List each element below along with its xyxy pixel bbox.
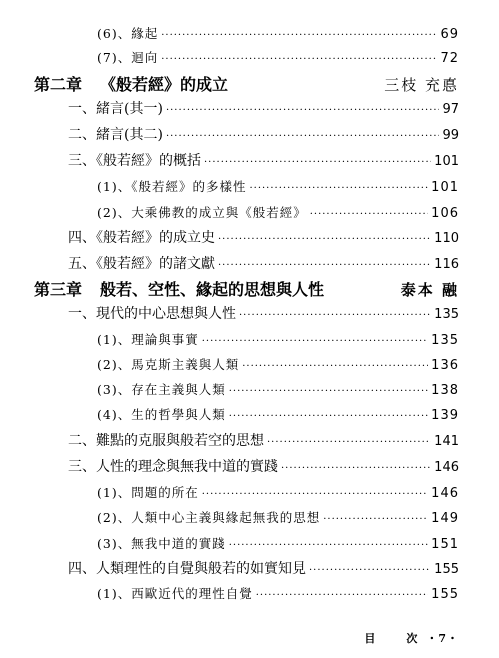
toc-entry-label: 五、《般若經》的諸文獻 xyxy=(68,256,215,272)
leader-dots xyxy=(166,101,440,121)
toc-line xyxy=(97,24,459,46)
page-number: 135 xyxy=(431,333,459,348)
toc-line xyxy=(68,431,459,453)
toc-entry-label: (3)、無我中道的實踐 xyxy=(97,536,226,551)
toc-line xyxy=(97,380,459,402)
page-number: 146 xyxy=(434,460,459,475)
leader-dots xyxy=(239,306,431,326)
toc-entry-label: 三、人性的理念與無我中道的實踐 xyxy=(68,459,278,475)
toc-entry-label: (1)、西歐近代的理性自覺 xyxy=(97,586,253,601)
page-number: 135 xyxy=(434,307,459,322)
toc-line xyxy=(97,177,459,199)
page-footer xyxy=(364,630,459,646)
leader-dots xyxy=(267,433,431,453)
leader-dots xyxy=(281,459,431,479)
toc-entry-label: 三、《般若經》的概括 xyxy=(68,153,201,169)
footer-section: 目 xyxy=(364,632,377,645)
chapter-number: 第三章 xyxy=(34,280,83,299)
page-number: 116 xyxy=(434,257,459,272)
leader-dots xyxy=(309,561,431,581)
toc-line xyxy=(97,534,459,556)
toc-entry-label: 二、緒言(其二) xyxy=(68,127,163,143)
chapter-author: 泰本 融 xyxy=(400,281,459,299)
toc-line xyxy=(97,405,459,427)
toc-line xyxy=(97,483,459,505)
toc-entry-label: (2)、人類中心主義與緣起無我的思想 xyxy=(97,510,321,525)
toc-entry-label: (3)、存在主義與人類 xyxy=(97,382,226,397)
leader-dots xyxy=(229,382,428,402)
leader-dots xyxy=(323,510,428,530)
page-number: 155 xyxy=(431,587,459,602)
leader-dots xyxy=(256,586,428,606)
page-number: 146 xyxy=(431,486,459,501)
page-number: 72 xyxy=(440,51,459,66)
page-number: 110 xyxy=(434,231,459,246)
footer-sub: 次 xyxy=(406,632,419,645)
toc-entry-label: (2)、大乘佛教的成立與《般若經》 xyxy=(97,205,307,220)
toc-line xyxy=(97,584,459,606)
toc-line xyxy=(97,203,459,225)
chapter-heading xyxy=(34,74,459,96)
toc-entry-label: (2)、馬克斯主義與人類 xyxy=(97,357,240,372)
toc-line xyxy=(68,304,459,326)
page-number: 141 xyxy=(434,434,459,449)
toc-entry-label: 一、緒言(其一) xyxy=(68,101,163,117)
toc-line xyxy=(68,151,459,173)
leader-dots xyxy=(218,230,431,250)
leader-dots xyxy=(310,205,428,225)
leader-dots xyxy=(202,485,428,505)
toc-line xyxy=(97,355,459,377)
page-number: 69 xyxy=(440,27,459,42)
page-number: 151 xyxy=(431,537,459,552)
leader-dots xyxy=(161,26,437,46)
toc-line xyxy=(97,48,459,70)
toc-line xyxy=(68,457,459,479)
page-number: 97 xyxy=(442,102,459,117)
toc-entry-label: (6)、緣起 xyxy=(97,26,159,41)
leader-dots xyxy=(229,536,428,556)
page-number: 136 xyxy=(431,358,459,373)
page-number: 106 xyxy=(431,206,459,221)
toc-line xyxy=(68,99,459,121)
page-number: 101 xyxy=(431,180,459,195)
footer-page-marker: ・7・ xyxy=(426,632,459,645)
chapter-title: 《般若經》的成立 xyxy=(100,75,229,94)
chapter-title: 般若、空性、緣起的思想與人性 xyxy=(100,280,325,299)
toc-entry-label: (1)、問題的所在 xyxy=(97,485,199,500)
toc-entry-label: (1)、理論與事實 xyxy=(97,332,199,347)
page-number: 149 xyxy=(431,511,459,526)
toc-line xyxy=(68,228,459,250)
leader-dots xyxy=(204,153,431,173)
toc-line xyxy=(68,559,459,581)
leader-dots xyxy=(202,332,428,352)
leader-dots xyxy=(249,179,428,199)
leader-dots xyxy=(229,407,428,427)
toc-entry-label: 二、難點的克服與般若空的思想 xyxy=(68,433,264,449)
chapter-heading xyxy=(34,279,459,301)
page-number: 139 xyxy=(431,408,459,423)
toc-entry-label: 四、人類理性的自覺與般若的如實知見 xyxy=(68,561,306,577)
chapter-author: 三枝 充悳 xyxy=(384,76,459,94)
leader-dots xyxy=(161,50,437,70)
toc-line xyxy=(97,508,459,530)
chapter-number: 第二章 xyxy=(34,75,83,94)
page-number: 101 xyxy=(434,154,459,169)
toc-entry-label: 四、《般若經》的成立史 xyxy=(68,230,215,246)
toc-line xyxy=(68,254,459,276)
toc-entry-label: (1)、《般若經》的多樣性 xyxy=(97,179,247,194)
toc-line xyxy=(68,125,459,147)
page-number: 99 xyxy=(442,128,459,143)
leader-dots xyxy=(218,256,431,276)
toc-line xyxy=(97,330,459,352)
toc-entry-label: (4)、生的哲學與人類 xyxy=(97,407,226,422)
page-number: 155 xyxy=(434,562,459,577)
toc-entry-label: (7)、迴向 xyxy=(97,50,159,65)
leader-dots xyxy=(242,357,428,377)
toc-entry-label: 一、現代的中心思想與人性 xyxy=(68,306,236,322)
leader-dots xyxy=(166,127,440,147)
page-number: 138 xyxy=(431,383,459,398)
